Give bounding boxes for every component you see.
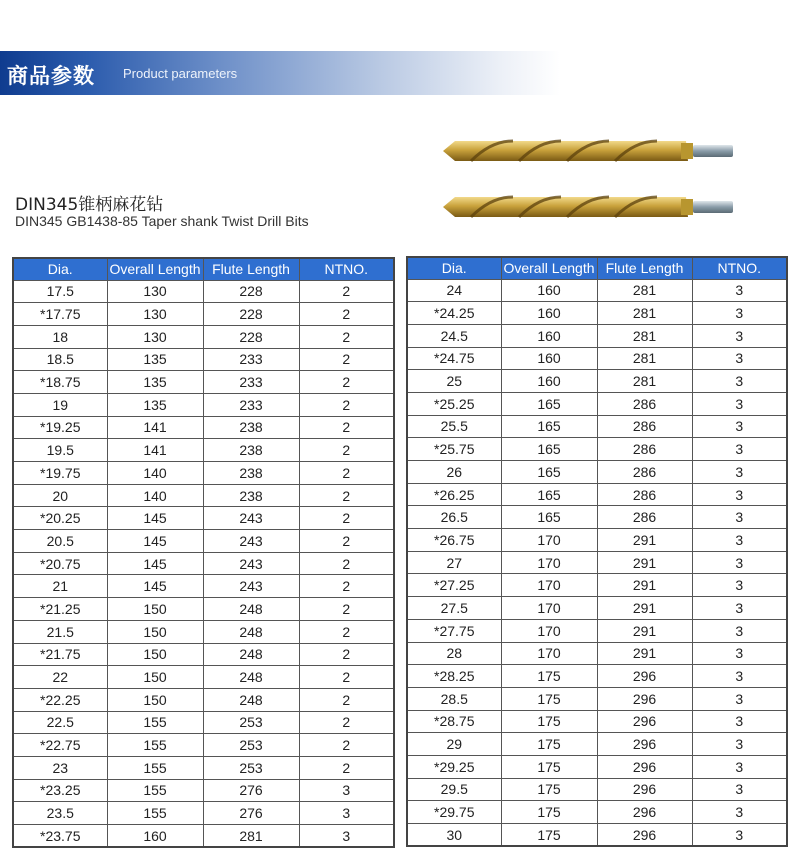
cell-flute-length: 238 <box>203 484 299 507</box>
table-header-row <box>13 258 394 280</box>
cell-flute-length: 243 <box>203 507 299 530</box>
cell-overall-length: 165 <box>501 392 597 415</box>
cell-dia: *25.25 <box>407 392 501 415</box>
cell-overall-length: 170 <box>501 642 597 665</box>
table-row <box>13 393 394 416</box>
cell-dia: *17.75 <box>13 303 107 326</box>
cell-dia: 29.5 <box>407 778 501 801</box>
cell-ntno: 2 <box>299 462 394 485</box>
cell-dia: 19 <box>13 393 107 416</box>
cell-dia: 22.5 <box>13 711 107 734</box>
cell-flute-length: 296 <box>597 687 692 710</box>
cell-overall-length: 150 <box>107 643 203 666</box>
cell-overall-length: 145 <box>107 552 203 575</box>
table-row <box>407 778 787 801</box>
table-row <box>407 665 787 688</box>
cell-flute-length: 238 <box>203 439 299 462</box>
cell-dia: *22.75 <box>13 734 107 757</box>
cell-flute-length: 281 <box>597 279 692 302</box>
table-row <box>13 734 394 757</box>
cell-ntno: 2 <box>299 756 394 779</box>
cell-overall-length: 175 <box>501 801 597 824</box>
cell-overall-length: 165 <box>501 461 597 484</box>
cell-dia: 18 <box>13 325 107 348</box>
cell-dia: *22.25 <box>13 688 107 711</box>
table-row <box>407 392 787 415</box>
table-row <box>13 666 394 689</box>
cell-ntno: 3 <box>692 710 787 733</box>
cell-ntno: 3 <box>692 461 787 484</box>
cell-flute-length: 286 <box>597 438 692 461</box>
cell-flute-length: 291 <box>597 619 692 642</box>
col-header-ntno: NTNO. <box>299 258 394 280</box>
cell-overall-length: 140 <box>107 462 203 485</box>
cell-dia: *20.75 <box>13 552 107 575</box>
cell-ntno: 2 <box>299 552 394 575</box>
cell-dia: *26.25 <box>407 483 501 506</box>
cell-dia: 26.5 <box>407 506 501 529</box>
cell-dia: *23.75 <box>13 825 107 848</box>
table-row <box>13 688 394 711</box>
cell-overall-length: 135 <box>107 393 203 416</box>
cell-flute-length: 248 <box>203 620 299 643</box>
col-header-overall-length: Overall Length <box>501 257 597 279</box>
cell-overall-length: 155 <box>107 734 203 757</box>
cell-overall-length: 160 <box>501 302 597 325</box>
cell-ntno: 2 <box>299 711 394 734</box>
table-row <box>13 575 394 598</box>
cell-flute-length: 296 <box>597 778 692 801</box>
cell-overall-length: 170 <box>501 574 597 597</box>
cell-ntno: 2 <box>299 598 394 621</box>
cell-flute-length: 233 <box>203 371 299 394</box>
cell-overall-length: 150 <box>107 688 203 711</box>
cell-overall-length: 175 <box>501 755 597 778</box>
table-row <box>407 710 787 733</box>
cell-flute-length: 296 <box>597 733 692 756</box>
table-row <box>13 620 394 643</box>
cell-flute-length: 286 <box>597 415 692 438</box>
cell-dia: 24.5 <box>407 324 501 347</box>
cell-overall-length: 165 <box>501 506 597 529</box>
cell-ntno: 2 <box>299 325 394 348</box>
cell-ntno: 3 <box>692 619 787 642</box>
cell-ntno: 3 <box>692 778 787 801</box>
table-row <box>407 619 787 642</box>
spec-table-left <box>12 257 395 848</box>
table-row <box>407 551 787 574</box>
cell-ntno: 2 <box>299 734 394 757</box>
cell-dia: *21.75 <box>13 643 107 666</box>
cell-dia: 25.5 <box>407 415 501 438</box>
cell-overall-length: 145 <box>107 530 203 553</box>
cell-dia: *28.75 <box>407 710 501 733</box>
cell-dia: 19.5 <box>13 439 107 462</box>
cell-dia: *27.75 <box>407 619 501 642</box>
cell-overall-length: 160 <box>501 347 597 370</box>
cell-flute-length: 281 <box>597 370 692 393</box>
table-row <box>407 302 787 325</box>
cell-overall-length: 135 <box>107 371 203 394</box>
cell-flute-length: 296 <box>597 801 692 824</box>
cell-dia: 26 <box>407 461 501 484</box>
cell-flute-length: 228 <box>203 280 299 303</box>
cell-flute-length: 253 <box>203 734 299 757</box>
cell-dia: *24.25 <box>407 302 501 325</box>
cell-flute-length: 248 <box>203 666 299 689</box>
cell-ntno: 2 <box>299 688 394 711</box>
cell-dia: *26.75 <box>407 529 501 552</box>
section-banner <box>0 51 800 95</box>
cell-ntno: 3 <box>692 755 787 778</box>
cell-overall-length: 175 <box>501 710 597 733</box>
cell-overall-length: 170 <box>501 619 597 642</box>
table-row <box>13 530 394 553</box>
cell-flute-length: 296 <box>597 824 692 847</box>
cell-dia: 25 <box>407 370 501 393</box>
table-row <box>13 598 394 621</box>
cell-ntno: 3 <box>692 370 787 393</box>
cell-overall-length: 155 <box>107 802 203 825</box>
cell-ntno: 3 <box>692 279 787 302</box>
table-row <box>13 462 394 485</box>
cell-ntno: 2 <box>299 620 394 643</box>
cell-overall-length: 175 <box>501 687 597 710</box>
cell-ntno: 3 <box>692 824 787 847</box>
cell-dia: 20.5 <box>13 530 107 553</box>
table-row <box>13 371 394 394</box>
cell-flute-length: 233 <box>203 393 299 416</box>
cell-overall-length: 170 <box>501 529 597 552</box>
cell-flute-length: 296 <box>597 710 692 733</box>
col-header-overall-length: Overall Length <box>107 258 203 280</box>
cell-ntno: 3 <box>692 574 787 597</box>
cell-flute-length: 253 <box>203 711 299 734</box>
cell-dia: 23.5 <box>13 802 107 825</box>
cell-ntno: 2 <box>299 439 394 462</box>
cell-flute-length: 281 <box>597 324 692 347</box>
cell-dia: 21 <box>13 575 107 598</box>
table-row <box>13 756 394 779</box>
cell-overall-length: 150 <box>107 598 203 621</box>
cell-ntno: 3 <box>692 665 787 688</box>
cell-overall-length: 130 <box>107 280 203 303</box>
cell-dia: 30 <box>407 824 501 847</box>
cell-dia: *18.75 <box>13 371 107 394</box>
cell-ntno: 3 <box>692 483 787 506</box>
table-header-row <box>407 257 787 279</box>
col-header-flute-length: Flute Length <box>597 257 692 279</box>
cell-ntno: 2 <box>299 507 394 530</box>
table-row <box>407 801 787 824</box>
drill-bit-image <box>441 137 734 165</box>
cell-overall-length: 170 <box>501 551 597 574</box>
cell-flute-length: 291 <box>597 551 692 574</box>
cell-overall-length: 140 <box>107 484 203 507</box>
cell-ntno: 3 <box>692 347 787 370</box>
cell-ntno: 3 <box>692 302 787 325</box>
table-row <box>407 755 787 778</box>
cell-overall-length: 175 <box>501 665 597 688</box>
cell-overall-length: 150 <box>107 620 203 643</box>
cell-dia: *29.25 <box>407 755 501 778</box>
table-row <box>13 643 394 666</box>
cell-ntno: 2 <box>299 303 394 326</box>
cell-dia: 27.5 <box>407 597 501 620</box>
cell-overall-length: 141 <box>107 416 203 439</box>
col-header-flute-length: Flute Length <box>203 258 299 280</box>
cell-ntno: 3 <box>299 779 394 802</box>
table-row <box>407 483 787 506</box>
cell-overall-length: 170 <box>501 597 597 620</box>
cell-ntno: 3 <box>692 642 787 665</box>
table-row <box>13 303 394 326</box>
cell-overall-length: 130 <box>107 325 203 348</box>
cell-ntno: 2 <box>299 348 394 371</box>
cell-overall-length: 175 <box>501 733 597 756</box>
cell-flute-length: 248 <box>203 643 299 666</box>
cell-flute-length: 248 <box>203 598 299 621</box>
spec-table-right <box>406 256 788 847</box>
cell-ntno: 3 <box>692 438 787 461</box>
table-row <box>407 506 787 529</box>
table-row <box>13 348 394 371</box>
cell-ntno: 2 <box>299 280 394 303</box>
cell-ntno: 2 <box>299 643 394 666</box>
cell-ntno: 3 <box>299 825 394 848</box>
cell-dia: 20 <box>13 484 107 507</box>
cell-flute-length: 291 <box>597 642 692 665</box>
cell-flute-length: 291 <box>597 529 692 552</box>
cell-dia: *23.25 <box>13 779 107 802</box>
cell-ntno: 2 <box>299 575 394 598</box>
cell-flute-length: 238 <box>203 416 299 439</box>
table-row <box>407 642 787 665</box>
cell-flute-length: 286 <box>597 506 692 529</box>
table-row <box>13 484 394 507</box>
cell-dia: *29.75 <box>407 801 501 824</box>
cell-dia: *19.25 <box>13 416 107 439</box>
table-row <box>407 461 787 484</box>
cell-flute-length: 286 <box>597 483 692 506</box>
cell-ntno: 2 <box>299 666 394 689</box>
cell-flute-length: 253 <box>203 756 299 779</box>
col-header-ntno: NTNO. <box>692 257 787 279</box>
cell-flute-length: 233 <box>203 348 299 371</box>
cell-ntno: 3 <box>692 801 787 824</box>
cell-ntno: 3 <box>692 392 787 415</box>
cell-flute-length: 238 <box>203 462 299 485</box>
cell-dia: 29 <box>407 733 501 756</box>
cell-overall-length: 135 <box>107 348 203 371</box>
cell-flute-length: 291 <box>597 574 692 597</box>
cell-dia: *24.75 <box>407 347 501 370</box>
table-row <box>13 825 394 848</box>
cell-dia: *25.75 <box>407 438 501 461</box>
table-row <box>407 324 787 347</box>
product-title: DIN345锥柄麻花钻 <box>15 195 164 215</box>
cell-overall-length: 150 <box>107 666 203 689</box>
cell-overall-length: 145 <box>107 507 203 530</box>
cell-overall-length: 175 <box>501 824 597 847</box>
cell-dia: *19.75 <box>13 462 107 485</box>
cell-overall-length: 160 <box>107 825 203 848</box>
cell-overall-length: 145 <box>107 575 203 598</box>
table-row <box>407 733 787 756</box>
cell-flute-length: 281 <box>203 825 299 848</box>
table-row <box>13 507 394 530</box>
cell-ntno: 3 <box>692 733 787 756</box>
cell-dia: 28.5 <box>407 687 501 710</box>
cell-flute-length: 286 <box>597 461 692 484</box>
cell-dia: 21.5 <box>13 620 107 643</box>
col-header-dia: Dia. <box>407 257 501 279</box>
cell-overall-length: 175 <box>501 778 597 801</box>
table-row <box>13 552 394 575</box>
cell-dia: 17.5 <box>13 280 107 303</box>
cell-dia: *20.25 <box>13 507 107 530</box>
table-row <box>13 711 394 734</box>
cell-flute-length: 228 <box>203 325 299 348</box>
col-header-dia: Dia. <box>13 258 107 280</box>
cell-ntno: 3 <box>692 529 787 552</box>
cell-flute-length: 276 <box>203 802 299 825</box>
cell-dia: 23 <box>13 756 107 779</box>
table-row <box>407 415 787 438</box>
cell-ntno: 3 <box>299 802 394 825</box>
cell-ntno: 2 <box>299 371 394 394</box>
table-row <box>407 824 787 847</box>
cell-overall-length: 160 <box>501 324 597 347</box>
table-row <box>13 325 394 348</box>
cell-ntno: 3 <box>692 687 787 710</box>
cell-overall-length: 165 <box>501 438 597 461</box>
cell-overall-length: 155 <box>107 779 203 802</box>
product-subtitle: DIN345 GB1438-85 Taper shank Twist Drill Bits <box>15 213 309 229</box>
drill-bit-image <box>441 193 734 221</box>
cell-ntno: 2 <box>299 416 394 439</box>
cell-overall-length: 141 <box>107 439 203 462</box>
table-row <box>407 438 787 461</box>
cell-overall-length: 130 <box>107 303 203 326</box>
table-row <box>407 279 787 302</box>
cell-ntno: 3 <box>692 415 787 438</box>
table-row <box>407 574 787 597</box>
table-row <box>407 529 787 552</box>
table-row <box>407 370 787 393</box>
cell-dia: 22 <box>13 666 107 689</box>
cell-flute-length: 276 <box>203 779 299 802</box>
cell-overall-length: 165 <box>501 483 597 506</box>
cell-ntno: 2 <box>299 393 394 416</box>
cell-ntno: 3 <box>692 597 787 620</box>
cell-dia: 24 <box>407 279 501 302</box>
table-row <box>13 802 394 825</box>
cell-overall-length: 160 <box>501 279 597 302</box>
table-row <box>407 597 787 620</box>
section-title-en: Product parameters <box>123 66 238 81</box>
cell-flute-length: 228 <box>203 303 299 326</box>
cell-overall-length: 160 <box>501 370 597 393</box>
cell-ntno: 3 <box>692 324 787 347</box>
cell-flute-length: 281 <box>597 302 692 325</box>
cell-flute-length: 296 <box>597 665 692 688</box>
cell-ntno: 2 <box>299 530 394 553</box>
cell-dia: 18.5 <box>13 348 107 371</box>
cell-flute-length: 291 <box>597 597 692 620</box>
table-row <box>13 779 394 802</box>
cell-dia: *27.25 <box>407 574 501 597</box>
cell-overall-length: 155 <box>107 756 203 779</box>
cell-flute-length: 296 <box>597 755 692 778</box>
table-row <box>407 687 787 710</box>
cell-flute-length: 248 <box>203 688 299 711</box>
cell-flute-length: 281 <box>597 347 692 370</box>
cell-ntno: 2 <box>299 484 394 507</box>
table-row <box>13 416 394 439</box>
cell-flute-length: 243 <box>203 530 299 553</box>
cell-dia: *28.25 <box>407 665 501 688</box>
table-row <box>407 347 787 370</box>
table-row <box>13 439 394 462</box>
cell-dia: 27 <box>407 551 501 574</box>
cell-flute-length: 286 <box>597 392 692 415</box>
cell-ntno: 3 <box>692 551 787 574</box>
section-title-cn: 商品参数 <box>7 64 95 88</box>
table-row <box>13 280 394 303</box>
cell-ntno: 3 <box>692 506 787 529</box>
cell-flute-length: 243 <box>203 575 299 598</box>
cell-dia: *21.25 <box>13 598 107 621</box>
cell-overall-length: 155 <box>107 711 203 734</box>
cell-dia: 28 <box>407 642 501 665</box>
cell-overall-length: 165 <box>501 415 597 438</box>
cell-flute-length: 243 <box>203 552 299 575</box>
